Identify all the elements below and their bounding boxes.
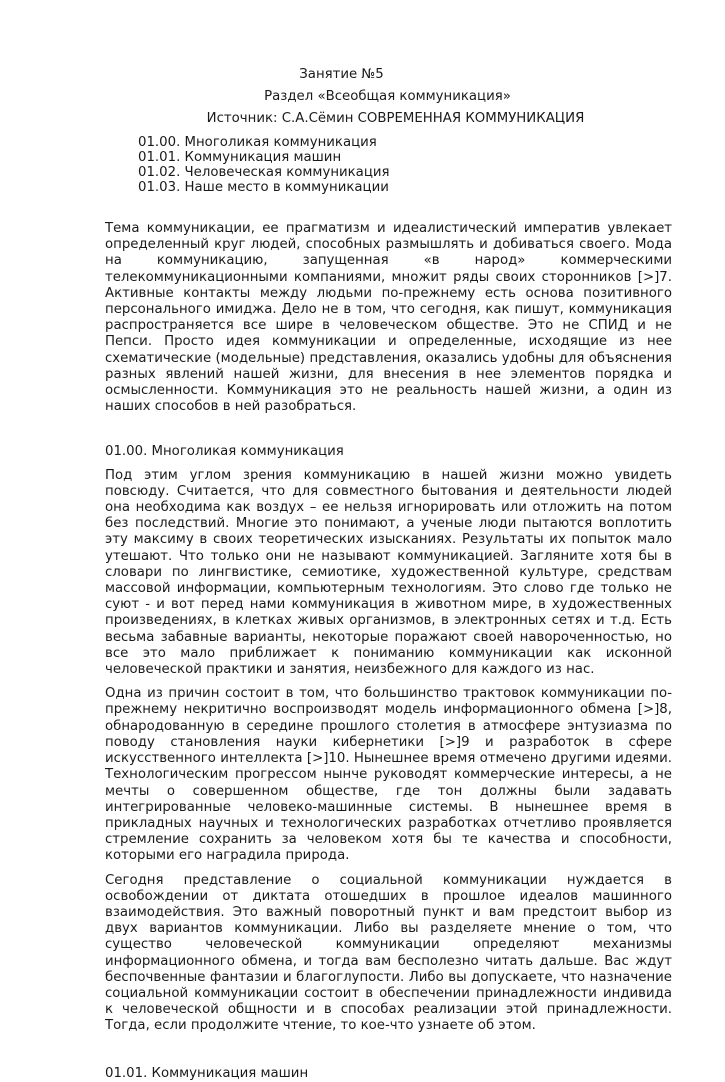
lesson-title: Занятие №5 [299, 67, 384, 82]
section-heading: 01.01. Коммуникация машин [105, 1065, 309, 1081]
intro-paragraph: Тема коммуникации, ее прагматизм и идеалистический императив увлекает определенный круг людей, способных размышлять и добиваться своего. Мода на коммуникацию, запущенная «в народ» коммерческими телекоммуникационными компаниями, множит ряды своих сторонников [>]7. Активные контакты между людьми по-прежнему есть основа позитивного персонального имиджа. Дело не в том, что сегодня, как пишут, коммуникация распространяется все шире в человеческом обществе. Это не СПИД и не Пепси. Просто идея коммуникации и определенные, исходящие из нее схематические (модельные) представления, оказались удобны для объяснения разных явлений нашей жизни, для внесения в нее элементов порядка и осмысленности. Коммуникация это не реальность нашей жизни, а один из наших способов в ней разобраться. [105, 221, 672, 415]
paragraph: Сегодня представление о социальной коммуникации нуждается в освобождении от диктата отошедших в прошлое идеалов машинного взаимодействия. Это важный поворотный пункт и вам предстоит выбор из двух вариантов коммуникации. Либо вы разделяете мнение о том, что существо человеческой коммуникации определяют механизмы информационного обмена, и тогда вам бесполезно читать дальше. Вас ждут беспочвенные фантазии и благоглупости. Либо вы допускаете, что назначение социальной коммуникации состоит в обеспечении принадлежности индивида к человеческой общности и в способах реализации этой принадлежности. Тогда, если продолжите чтение, то кое-что узнаете об этом. [105, 872, 672, 1034]
toc-item: 01.02. Человеческая коммуникация [138, 165, 390, 180]
paragraph: Одна из причин состоит в том, что большинство трактовок коммуникации по-прежнему некритично воспроизводят модель информационного обмена [>]8, обнародованную в середине прошлого столетия в атмосфере энтузиазма по поводу становления науки кибернетики [>]9 и разработок в сфере искусственного интеллекта [>]10. Нынешнее время отмечено другими идеями. Технологическим прогрессом нынче руководят коммерческие интересы, а не мечты о совершенном обществе, где тон должны были задавать интегрированные человеко-машинные системы. В нынешнее время в прикладных научных и технологических разработках отчетливо проявляется стремление сохранить за человеком хотя бы те качества и способности, которыми его наградила природа. [105, 686, 672, 864]
toc-item: 01.03. Наше место в коммуникации [138, 180, 389, 195]
toc-item: 01.01. Коммуникация машин [138, 150, 342, 165]
section-heading: 01.00. Многоликая коммуникация [105, 444, 344, 460]
document-header [0, 64, 725, 130]
paragraph: Под этим углом зрения коммуникацию в нашей жизни можно увидеть повсюду. Считается, что для совместного бытования и деятельности людей она необходима как воздух – ее нельзя игнорировать или отложить на потом без последствий. Многие это понимают, а ученые люди пытаются воплотить эту максиму в своих теоретических изысканиях. Результаты их попыток мало утешают. Что только они не называют коммуникацией. Загляните хотя бы в словари по лингвистике, семиотике, художественной культуре, средствам массовой информации, компьютерным технологиям. Это слово где только не суют - и вот перед нами коммуникация в животном мире, в художественных произведениях, в клетках живых организмов, в электронных сетях и т.д. Есть весьма забавные варианты, некоторые поражают своей навороченностью, но все это мало приближает к пониманию коммуникации как исконной человеческой практики и занятия, неизбежного для каждого из нас. [105, 467, 672, 678]
toc-item: 01.00. Многоликая коммуникация [138, 135, 377, 150]
section-title: Раздел «Всеобщая коммуникация» [264, 89, 511, 104]
table-of-contents [138, 135, 390, 195]
source-line: Источник: С.А.Сёмин СОВРЕМЕННАЯ КОММУНИКАЦИЯ [206, 111, 585, 126]
document-body [105, 221, 672, 1082]
